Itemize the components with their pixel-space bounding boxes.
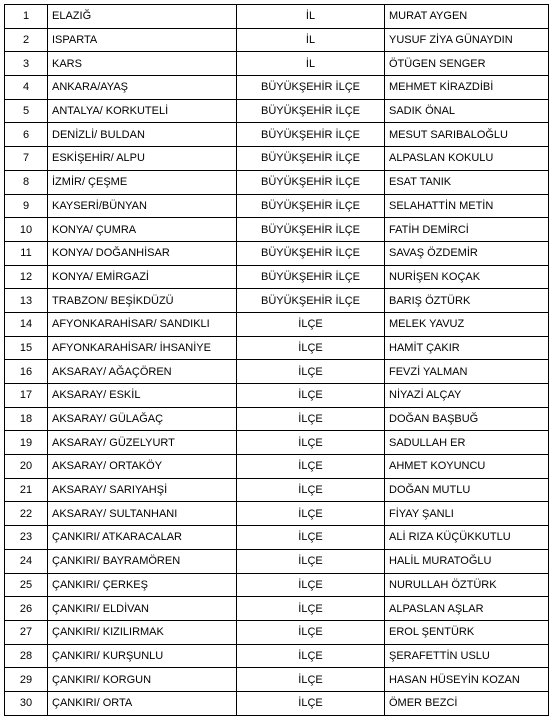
person-name-cell: ÖTÜGEN SENGER — [385, 52, 549, 76]
location-cell: ELAZIĞ — [48, 5, 237, 29]
row-number-cell: 13 — [5, 289, 48, 313]
type-cell: İLÇE — [237, 597, 385, 621]
type-cell: BÜYÜKŞEHİR İLÇE — [237, 265, 385, 289]
table-body — [5, 5, 549, 716]
type-cell: BÜYÜKŞEHİR İLÇE — [237, 170, 385, 194]
location-cell: KARS — [48, 52, 237, 76]
person-name-cell: DOĞAN BAŞBUĞ — [385, 407, 549, 431]
type-cell: İLÇE — [237, 312, 385, 336]
person-name-cell: BARIŞ ÖZTÜRK — [385, 289, 549, 313]
location-cell: AKSARAY/ AĞAÇÖREN — [48, 360, 237, 384]
type-cell: İLÇE — [237, 573, 385, 597]
table-row — [5, 147, 549, 171]
person-name-cell: ALPASLAN AŞLAR — [385, 597, 549, 621]
table-row — [5, 549, 549, 573]
type-cell: İLÇE — [237, 526, 385, 550]
type-cell: İLÇE — [237, 620, 385, 644]
location-cell: ÇANKIRI/ KORGUN — [48, 668, 237, 692]
type-cell: İLÇE — [237, 549, 385, 573]
row-number-cell: 28 — [5, 644, 48, 668]
table-row — [5, 526, 549, 550]
location-cell: AKSARAY/ SARIYAHŞİ — [48, 478, 237, 502]
location-cell: KAYSERİ/BÜNYAN — [48, 194, 237, 218]
table-row — [5, 265, 549, 289]
location-cell: AFYONKARAHİSAR/ SANDIKLI — [48, 312, 237, 336]
type-cell: İL — [237, 52, 385, 76]
type-cell: İLÇE — [237, 384, 385, 408]
location-cell: ÇANKIRI/ ATKARACALAR — [48, 526, 237, 550]
location-cell: ANTALYA/ KORKUTELİ — [48, 99, 237, 123]
table-row — [5, 336, 549, 360]
type-cell: BÜYÜKŞEHİR İLÇE — [237, 194, 385, 218]
row-number-cell: 24 — [5, 549, 48, 573]
person-name-cell: SADULLAH ER — [385, 431, 549, 455]
person-name-cell: DOĞAN MUTLU — [385, 478, 549, 502]
person-name-cell: MELEK YAVUZ — [385, 312, 549, 336]
row-number-cell: 6 — [5, 123, 48, 147]
person-name-cell: NURİŞEN KOÇAK — [385, 265, 549, 289]
person-name-cell: MEHMET KİRAZDİBİ — [385, 76, 549, 100]
location-cell: KONYA/ DOĞANHİSAR — [48, 241, 237, 265]
table-row — [5, 644, 549, 668]
location-cell: ÇANKIRI/ KURŞUNLU — [48, 644, 237, 668]
type-cell: İLÇE — [237, 360, 385, 384]
type-cell: İLÇE — [237, 407, 385, 431]
location-cell: AKSARAY/ ESKİL — [48, 384, 237, 408]
person-name-cell: HAMİT ÇAKIR — [385, 336, 549, 360]
table-row — [5, 691, 549, 715]
location-cell: AFYONKARAHİSAR/ İHSANİYE — [48, 336, 237, 360]
row-number-cell: 23 — [5, 526, 48, 550]
person-name-cell: HALİL MURATOĞLU — [385, 549, 549, 573]
type-cell: BÜYÜKŞEHİR İLÇE — [237, 99, 385, 123]
location-cell: ISPARTA — [48, 28, 237, 52]
row-number-cell: 4 — [5, 76, 48, 100]
row-number-cell: 12 — [5, 265, 48, 289]
row-number-cell: 17 — [5, 384, 48, 408]
type-cell: İLÇE — [237, 644, 385, 668]
type-cell: BÜYÜKŞEHİR İLÇE — [237, 289, 385, 313]
person-name-cell: AHMET KOYUNCU — [385, 455, 549, 479]
person-name-cell: SELAHATTİN METİN — [385, 194, 549, 218]
location-cell: ÇANKIRI/ KIZILIRMAK — [48, 620, 237, 644]
person-name-cell: YUSUF ZİYA GÜNAYDIN — [385, 28, 549, 52]
person-name-cell: SADIK ÖNAL — [385, 99, 549, 123]
row-number-cell: 25 — [5, 573, 48, 597]
location-cell: AKSARAY/ GÜZELYURT — [48, 431, 237, 455]
person-name-cell: ÖMER BEZCİ — [385, 691, 549, 715]
location-cell: KONYA/ ÇUMRA — [48, 218, 237, 242]
type-cell: İL — [237, 5, 385, 29]
row-number-cell: 3 — [5, 52, 48, 76]
location-cell: TRABZON/ BEŞİKDÜZÜ — [48, 289, 237, 313]
location-cell: KONYA/ EMİRGAZİ — [48, 265, 237, 289]
row-number-cell: 20 — [5, 455, 48, 479]
row-number-cell: 29 — [5, 668, 48, 692]
type-cell: İLÇE — [237, 691, 385, 715]
table-row — [5, 668, 549, 692]
table-row — [5, 123, 549, 147]
row-number-cell: 8 — [5, 170, 48, 194]
person-name-cell: FATİH DEMİRCİ — [385, 218, 549, 242]
person-name-cell: ALİ RIZA KÜÇÜKKUTLU — [385, 526, 549, 550]
type-cell: İLÇE — [237, 502, 385, 526]
person-name-cell: SAVAŞ ÖZDEMİR — [385, 241, 549, 265]
person-name-cell: MURAT AYGEN — [385, 5, 549, 29]
person-name-cell: HASAN HÜSEYİN KOZAN — [385, 668, 549, 692]
person-name-cell: FİYAY ŞANLI — [385, 502, 549, 526]
type-cell: BÜYÜKŞEHİR İLÇE — [237, 147, 385, 171]
type-cell: İLÇE — [237, 668, 385, 692]
type-cell: İLÇE — [237, 431, 385, 455]
table-row — [5, 455, 549, 479]
table-row — [5, 620, 549, 644]
type-cell: BÜYÜKŞEHİR İLÇE — [237, 76, 385, 100]
table-row — [5, 431, 549, 455]
location-cell: AKSARAY/ GÜLAĞAÇ — [48, 407, 237, 431]
row-number-cell: 2 — [5, 28, 48, 52]
row-number-cell: 30 — [5, 691, 48, 715]
location-cell: ÇANKIRI/ ORTA — [48, 691, 237, 715]
type-cell: BÜYÜKŞEHİR İLÇE — [237, 218, 385, 242]
table-row — [5, 170, 549, 194]
row-number-cell: 7 — [5, 147, 48, 171]
row-number-cell: 16 — [5, 360, 48, 384]
row-number-cell: 18 — [5, 407, 48, 431]
type-cell: İLÇE — [237, 455, 385, 479]
row-number-cell: 9 — [5, 194, 48, 218]
row-number-cell: 10 — [5, 218, 48, 242]
table-row — [5, 52, 549, 76]
row-number-cell: 1 — [5, 5, 48, 29]
person-name-cell: ESAT TANIK — [385, 170, 549, 194]
row-number-cell: 26 — [5, 597, 48, 621]
row-number-cell: 22 — [5, 502, 48, 526]
table-row — [5, 241, 549, 265]
row-number-cell: 21 — [5, 478, 48, 502]
location-cell: İZMİR/ ÇEŞME — [48, 170, 237, 194]
type-cell: BÜYÜKŞEHİR İLÇE — [237, 123, 385, 147]
person-name-cell: EROL ŞENTÜRK — [385, 620, 549, 644]
location-cell: AKSARAY/ ORTAKÖY — [48, 455, 237, 479]
table-row — [5, 289, 549, 313]
location-cell: ÇANKIRI/ ÇERKEŞ — [48, 573, 237, 597]
location-cell: ANKARA/AYAŞ — [48, 76, 237, 100]
table-row — [5, 573, 549, 597]
person-name-cell: NURULLAH ÖZTÜRK — [385, 573, 549, 597]
table-row — [5, 76, 549, 100]
table-row — [5, 407, 549, 431]
location-cell: DENİZLİ/ BULDAN — [48, 123, 237, 147]
person-name-cell: NİYAZİ ALÇAY — [385, 384, 549, 408]
person-name-cell: FEVZİ YALMAN — [385, 360, 549, 384]
type-cell: İLÇE — [237, 336, 385, 360]
type-cell: İL — [237, 28, 385, 52]
table-row — [5, 5, 549, 29]
table-row — [5, 384, 549, 408]
table-row — [5, 99, 549, 123]
table-row — [5, 28, 549, 52]
location-cell: ESKİŞEHİR/ ALPU — [48, 147, 237, 171]
row-number-cell: 27 — [5, 620, 48, 644]
table-row — [5, 478, 549, 502]
row-number-cell: 19 — [5, 431, 48, 455]
person-name-cell: ALPASLAN KOKULU — [385, 147, 549, 171]
location-cell: ÇANKIRI/ ELDİVAN — [48, 597, 237, 621]
table-row — [5, 360, 549, 384]
location-cell: AKSARAY/ SULTANHANI — [48, 502, 237, 526]
table-row — [5, 597, 549, 621]
type-cell: İLÇE — [237, 478, 385, 502]
appointments-table — [4, 4, 549, 716]
table-row — [5, 502, 549, 526]
person-name-cell: ŞERAFETTİN USLU — [385, 644, 549, 668]
table-row — [5, 218, 549, 242]
table-row — [5, 312, 549, 336]
table-row — [5, 194, 549, 218]
row-number-cell: 14 — [5, 312, 48, 336]
row-number-cell: 15 — [5, 336, 48, 360]
row-number-cell: 5 — [5, 99, 48, 123]
person-name-cell: MESUT SARIBALOĞLU — [385, 123, 549, 147]
location-cell: ÇANKIRI/ BAYRAMÖREN — [48, 549, 237, 573]
type-cell: BÜYÜKŞEHİR İLÇE — [237, 241, 385, 265]
row-number-cell: 11 — [5, 241, 48, 265]
